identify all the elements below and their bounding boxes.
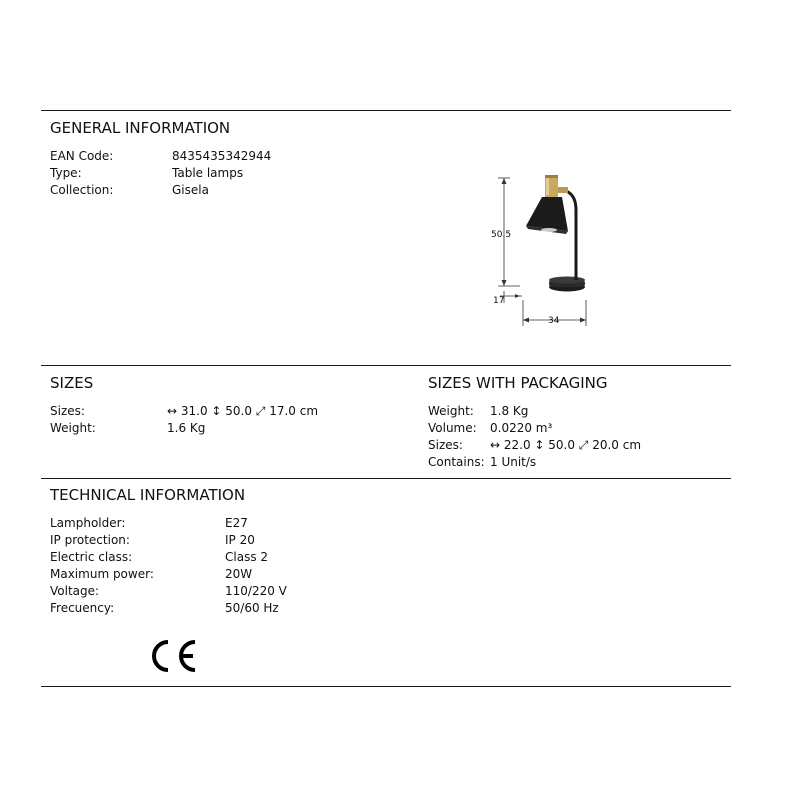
divider-bottom: [41, 686, 731, 687]
collection-value: Gisela: [172, 183, 209, 197]
lampholder-label: Lampholder:: [50, 516, 126, 530]
packaging-volume-value: 0.0220 m³: [490, 421, 553, 435]
ip-protection-label: IP protection:: [50, 533, 130, 547]
type-label: Type:: [50, 166, 82, 180]
electric-class-label: Electric class:: [50, 550, 133, 564]
lampholder-value: E27: [225, 516, 248, 530]
packaging-volume-label: Volume:: [428, 421, 477, 435]
sizes-label: Sizes:: [50, 404, 85, 418]
packaging-weight-value: 1.8 Kg: [490, 404, 529, 418]
collection-label: Collection:: [50, 183, 114, 197]
packaging-contains-label: Contains:: [428, 455, 485, 469]
packaging-weight-label: Weight:: [428, 404, 474, 418]
ean-value: 8435435342944: [172, 149, 272, 163]
maximum-power-value: 20W: [225, 567, 253, 581]
base-dimension-label: 17: [493, 296, 505, 306]
frecuency-label: Frecuency:: [50, 601, 115, 615]
sizes-value: ↔ 31.0 ↕ 50.0 ⤢ 17.0 cm: [167, 404, 319, 418]
width-dimension-label: 34: [548, 316, 560, 326]
divider-top: [41, 110, 731, 111]
technical-information-title: TECHNICAL INFORMATION: [50, 486, 246, 504]
packaging-contains-value: 1 Unit/s: [490, 455, 537, 469]
ce-mark-icon: [149, 637, 197, 675]
frecuency-value: 50/60 Hz: [225, 601, 279, 615]
voltage-label: Voltage:: [50, 584, 100, 598]
packaging-title: SIZES WITH PACKAGING: [428, 374, 608, 392]
divider-sizes: [41, 365, 731, 366]
maximum-power-label: Maximum power:: [50, 567, 154, 581]
ean-label: EAN Code:: [50, 149, 114, 163]
sizes-title: SIZES: [50, 374, 94, 392]
general-information-title: GENERAL INFORMATION: [50, 119, 231, 137]
electric-class-value: Class 2: [225, 550, 269, 564]
divider-technical: [41, 478, 731, 479]
weight-label: Weight:: [50, 421, 96, 435]
voltage-value: 110/220 V: [225, 584, 287, 598]
ip-protection-value: IP 20: [225, 533, 255, 547]
packaging-sizes-value: ↔ 22.0 ↕ 50.0 ⤢ 20.0 cm: [490, 438, 642, 452]
lamp-dimension-diagram: [486, 168, 606, 330]
type-value: Table lamps: [172, 166, 244, 180]
lamp-drawing: [526, 175, 585, 292]
packaging-sizes-label: Sizes:: [428, 438, 463, 452]
height-dimension-label: 50.5: [491, 230, 512, 240]
weight-value: 1.6 Kg: [167, 421, 206, 435]
